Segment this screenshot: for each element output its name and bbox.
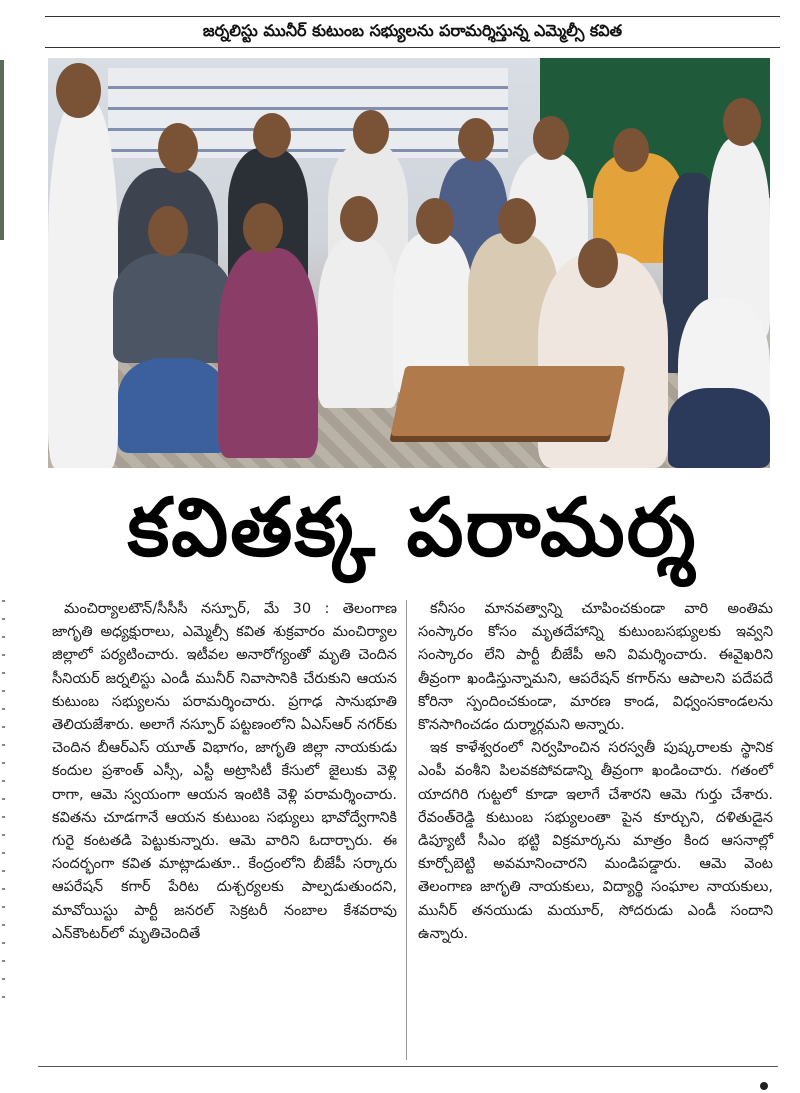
person — [318, 238, 398, 408]
footer-rule — [38, 1066, 778, 1067]
person-head — [340, 196, 378, 242]
person-head — [148, 206, 188, 256]
person-head — [578, 238, 618, 288]
person-head — [416, 198, 454, 244]
person — [113, 253, 233, 363]
person-head — [243, 203, 283, 253]
article-paragraph: కనీసం మానవత్వాన్ని చూపించకుండా వారి అంతిమ సంస్కారం కోసం మృతదేహాన్ని కుటుంబసభ్యులకు ఇవ్వని సంస్కారం లేని పార్టీ బీజేపీ అని విమర్శించారు. ఈవైఖరిని తీవ్రంగా ఖండిస్తున్నామని, ఆపరేషన్ కగార్‌ను ఆపాలని పదేపదే కోరినా స్పందించకుండా, మారణ కాండ, విధ్వంసకాండలను కొనసాగించడం దుర్మార్గమని అన్నారు. — [418, 601, 773, 734]
column-divider — [406, 600, 407, 1060]
page-left-edge — [0, 0, 30, 1093]
edge-strip — [0, 60, 4, 240]
person — [48, 98, 118, 468]
article-column-2 — [418, 598, 773, 946]
page-dot — [760, 1082, 768, 1090]
news-photo — [48, 58, 770, 468]
photo-caption: జర్నలిస్టు మునీర్ కుటుంబ సభ్యులను పరామర్శిస్తున్న ఎమ్మెల్సీ కవిత — [45, 16, 780, 48]
article-column-1 — [52, 598, 397, 946]
person-head — [723, 98, 761, 146]
person — [218, 248, 318, 458]
person-head — [498, 198, 536, 244]
headline: కవితక్క పరామర్శ — [127, 480, 698, 574]
person-head — [353, 110, 389, 154]
edge-dots — [2, 600, 5, 1000]
person — [668, 388, 770, 468]
person-head — [458, 118, 494, 162]
person — [118, 358, 228, 453]
person-head — [56, 63, 101, 118]
person-head — [533, 116, 569, 160]
article-paragraph: మంచిర్యాలటౌన్/సీసీసీ నస్పూర్, మే 30 : తెలంగాణ జాగృతి అధ్యక్షురాలు, ఎమ్మెల్సీ కవిత శుక్రవారం మంచిర్యాల జిల్లాలో పర్యటించారు. ఇటీవల అనారోగ్యంతో మృతి చెందిన సీనియర్ జర్నలిస్టు ఎండీ మునీర్ నివాసానికి చేరుకుని ఆయన కుటుంబ సభ్యులను పరామర్శించారు. ప్రగాఢ సానుభూతి తెలియజేశారు. అలాగే నస్పూర్ పట్టణంలోని ఏఎస్ఆర్ నగర్‌కు చెందిన బీఆర్ఎస్ యూత్ విభాగం, జాగృతి జిల్లా నాయకుడు కందుల ప్రశాంత్ ఎస్సీ, ఎస్టీ అట్రాసిటీ కేసులో జైలుకు వెళ్లి రాగా, ఆమె స్వయంగా ఆయన ఇంటికి వెళ్లి పరామర్శించారు. కవితను చూడగానే ఆయన కుటుంబ సభ్యులు భావోద్వేగానికి గురై కంటతడి పెట్టుకున్నారు. ఆమె వారిని ఓదార్చారు. ఈ సందర్భంగా కవిత మాట్లాడుతూ.. కేంద్రంలోని బీజేపీ సర్కారు ఆపరేషన్ కగార్ పేరిట దుశ్చర్యలకు పాల్పడుతుందని, మావోయిస్టు పార్టీ జనరల్ సెక్రటరీ నంబాల కేశవరావు ఎన్‌కౌంటర్‌లో మృతిచెందితే — [52, 601, 397, 942]
person-head — [613, 128, 649, 172]
person-head — [253, 113, 291, 158]
wooden-table — [391, 366, 626, 436]
person-head — [158, 123, 198, 173]
article-paragraph: ఇక కాళేశ్వరంలో నిర్వహించిన సరస్వతీ పుష్కరాలకు స్థానిక ఎంపీ వంశీని పిలవకపోవడాన్ని తీవ్రంగా ఖండించారు. గతంలో యాదగిరి గుట్టలో కూడా ఇలాగే చేశారని ఆమె గుర్తు చేశారు. రేవంత్‌రెడ్డి కుటుంబ సభ్యులంతా పైన కూర్చుని, దళితుడైన డిప్యూటీ సీఎం భట్టి విక్రమార్కను మాత్రం కింద ఆసనాల్లో కూర్చోబెట్టి అవమానించారని మండిపడ్డారు. ఆమె వెంట తెలంగాణ జాగృతి నాయకులు, విద్యార్థి సంఘాల నాయకులు, మునీర్ తనయుడు మయూర్, సోదరుడు ఎండీ సందాని ఉన్నారు. — [418, 740, 773, 942]
